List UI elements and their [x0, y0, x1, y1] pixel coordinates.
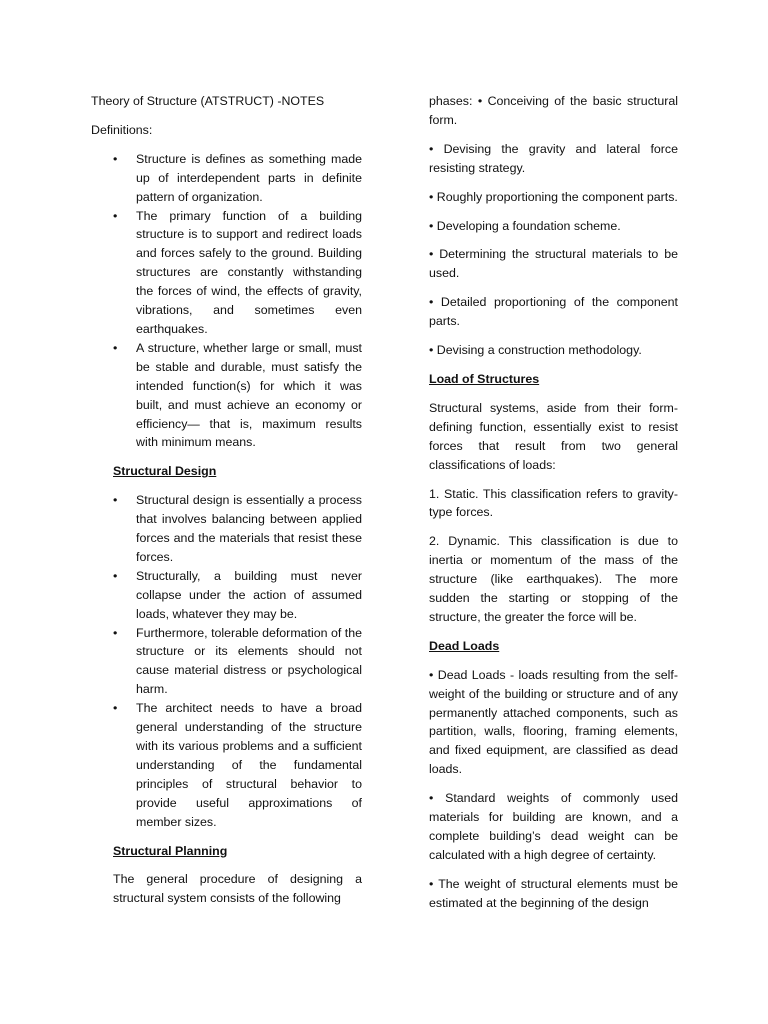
dead-loads-heading: Dead Loads — [429, 638, 500, 653]
structural-design-heading: Structural Design — [113, 464, 217, 479]
list-item: • Structural design is essentially a process that involves balancing between applied forces and the materials that resist these forces. — [91, 491, 362, 567]
load-paragraph: Structural systems, aside from their form-defining function, essentially exist to resist forces that result from two general classifications of loads: — [429, 400, 678, 472]
phase-item: phases: • Conceiving of the basic structural form. — [429, 94, 678, 127]
load-paragraph: 1. Static. This classification refers to gravity-type forces. — [429, 486, 678, 520]
list-item: • Structure is defines as something made up of interdependent parts in definite pattern of organization. — [91, 150, 362, 207]
load-paragraph: 2. Dynamic. This classification is due to inertia or momentum of the mass of the structure (like earthquakes). The more sudden the starting or stopping of the structure, the greater the force will be. — [429, 534, 678, 624]
phase-item: • Detailed proportioning of the component parts. — [429, 295, 678, 329]
load-of-structures-heading: Load of Structures — [429, 371, 540, 386]
dead-load-paragraph: • Dead Loads - loads resulting from the self-weight of the building or structure and of any permanently attached components, such as partition, walls, flooring, framing elements, and fixed equipment, are classified as dead loads. — [429, 667, 678, 777]
list-item: • The architect needs to have a broad general understanding of the structure with its various problems and a sufficient understanding of the fundamental principles of structural behavior to provide useful approximations of member sizes. — [91, 699, 362, 831]
right-column — [429, 92, 678, 923]
structural-planning-heading: Structural Planning — [113, 843, 228, 858]
definitions-label: Definitions: — [91, 122, 153, 137]
document-title: Theory of Structure (ATSTRUCT) -NOTES — [91, 94, 325, 108]
phase-item: • Determining the structural materials to be used. — [429, 247, 678, 281]
phase-item: • Developing a foundation scheme. — [429, 218, 621, 233]
structural-planning-text: The general procedure of designing a structural system consists of the following — [113, 872, 362, 906]
dead-load-paragraph: • Standard weights of commonly used materials for building are known, and a complete building’s dead weight can be calculated with a high degree of certainty. — [429, 791, 678, 862]
phase-item: • Roughly proportioning the component parts. — [429, 189, 678, 204]
list-item: • Furthermore, tolerable deformation of the structure or its elements should not cause material distress or psychological harm. — [91, 624, 362, 700]
phase-item: • Devising the gravity and lateral force resisting strategy. — [429, 141, 678, 175]
list-item: • A structure, whether large or small, must be stable and durable, must satisfy the intended function(s) for which it was built, and must achieve an economy or efficiency— that is, maximum results with minimum means. — [91, 339, 362, 452]
list-item: • Structurally, a building must never collapse under the action of assumed loads, whatever they may be. — [91, 567, 362, 624]
list-item: • The primary function of a building structure is to support and redirect loads and forces safely to the ground. Building structures are constantly withstanding the forces of wind, the effects of gravity, vibrations, and sometimes even earthquakes. — [91, 207, 362, 339]
definitions-list — [91, 150, 362, 453]
phase-item: • Devising a construction methodology. — [429, 343, 642, 358]
left-column — [91, 92, 362, 908]
dead-load-paragraph: • The weight of structural elements must be estimated at the beginning of the design — [429, 876, 678, 910]
structural-design-list — [91, 491, 362, 831]
